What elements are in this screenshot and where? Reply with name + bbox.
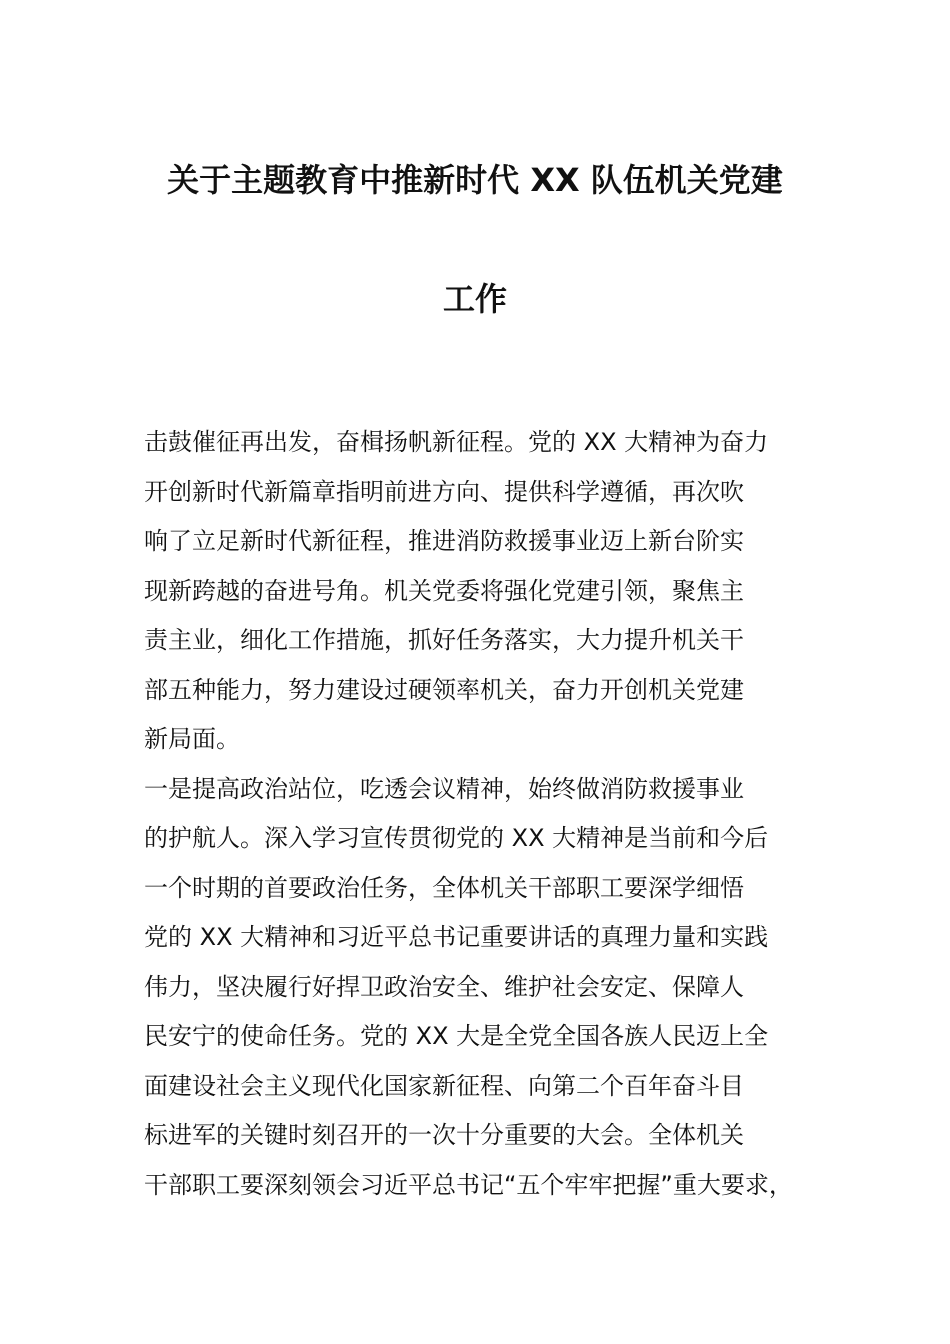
body-line: 面建设社会主义现代化国家新征程、向第二个百年奋斗目 <box>144 1071 744 1100</box>
body-line: 责主业，细化工作措施，抓好任务落实，大力提升机关干 <box>144 626 744 654</box>
body-line: 一是提高政治站位，吃透会议精神，始终做消防救援事业 <box>144 774 744 803</box>
body-line: 党的 XX 大精神和习近平总书记重要讲话的真理力量和实践 <box>144 923 769 951</box>
body-line: 部五种能力，努力建设过硬领率机关，奋力开创机关党建 <box>144 675 744 704</box>
document-title-line-1: 关于主题教育中推新时代 XX 队伍机关党建 <box>167 161 783 199</box>
document-title-line-2: 工作 <box>442 280 507 318</box>
body-line: 击鼓催征再出发，奋楫扬帆新征程。党的 XX 大精神为奋力 <box>144 428 769 456</box>
body-line: 一个时期的首要政治任务，全体机关干部职工要深学细悟 <box>144 873 744 902</box>
body-line: 民安宁的使命任务。党的 XX 大是全党全国各族人民迈上全 <box>144 1022 769 1050</box>
body-line: 干部职工要深刻领会习近平总书记“五个牢牢把握”重大要求， <box>144 1170 793 1199</box>
body-line: 响了立足新时代新征程，推进消防救援事业迈上新台阶实 <box>144 527 744 555</box>
body-line: 开创新时代新篇章指明前进方向、提供科学遵循，再次吹 <box>144 477 744 506</box>
body-line: 伟力，坚决履行好捍卫政治安全、维护社会安定、保障人 <box>144 972 744 1001</box>
document-body <box>144 418 814 1210</box>
body-line: 新局面。 <box>144 725 240 753</box>
body-line: 的护航人。深入学习宣传贯彻党的 XX 大精神是当前和今后 <box>144 824 769 852</box>
body-line: 标进军的关键时刻召开的一次十分重要的大会。全体机关 <box>144 1121 744 1149</box>
body-line: 现新跨越的奋进号角。机关党委将强化党建引领，聚焦主 <box>144 576 744 605</box>
